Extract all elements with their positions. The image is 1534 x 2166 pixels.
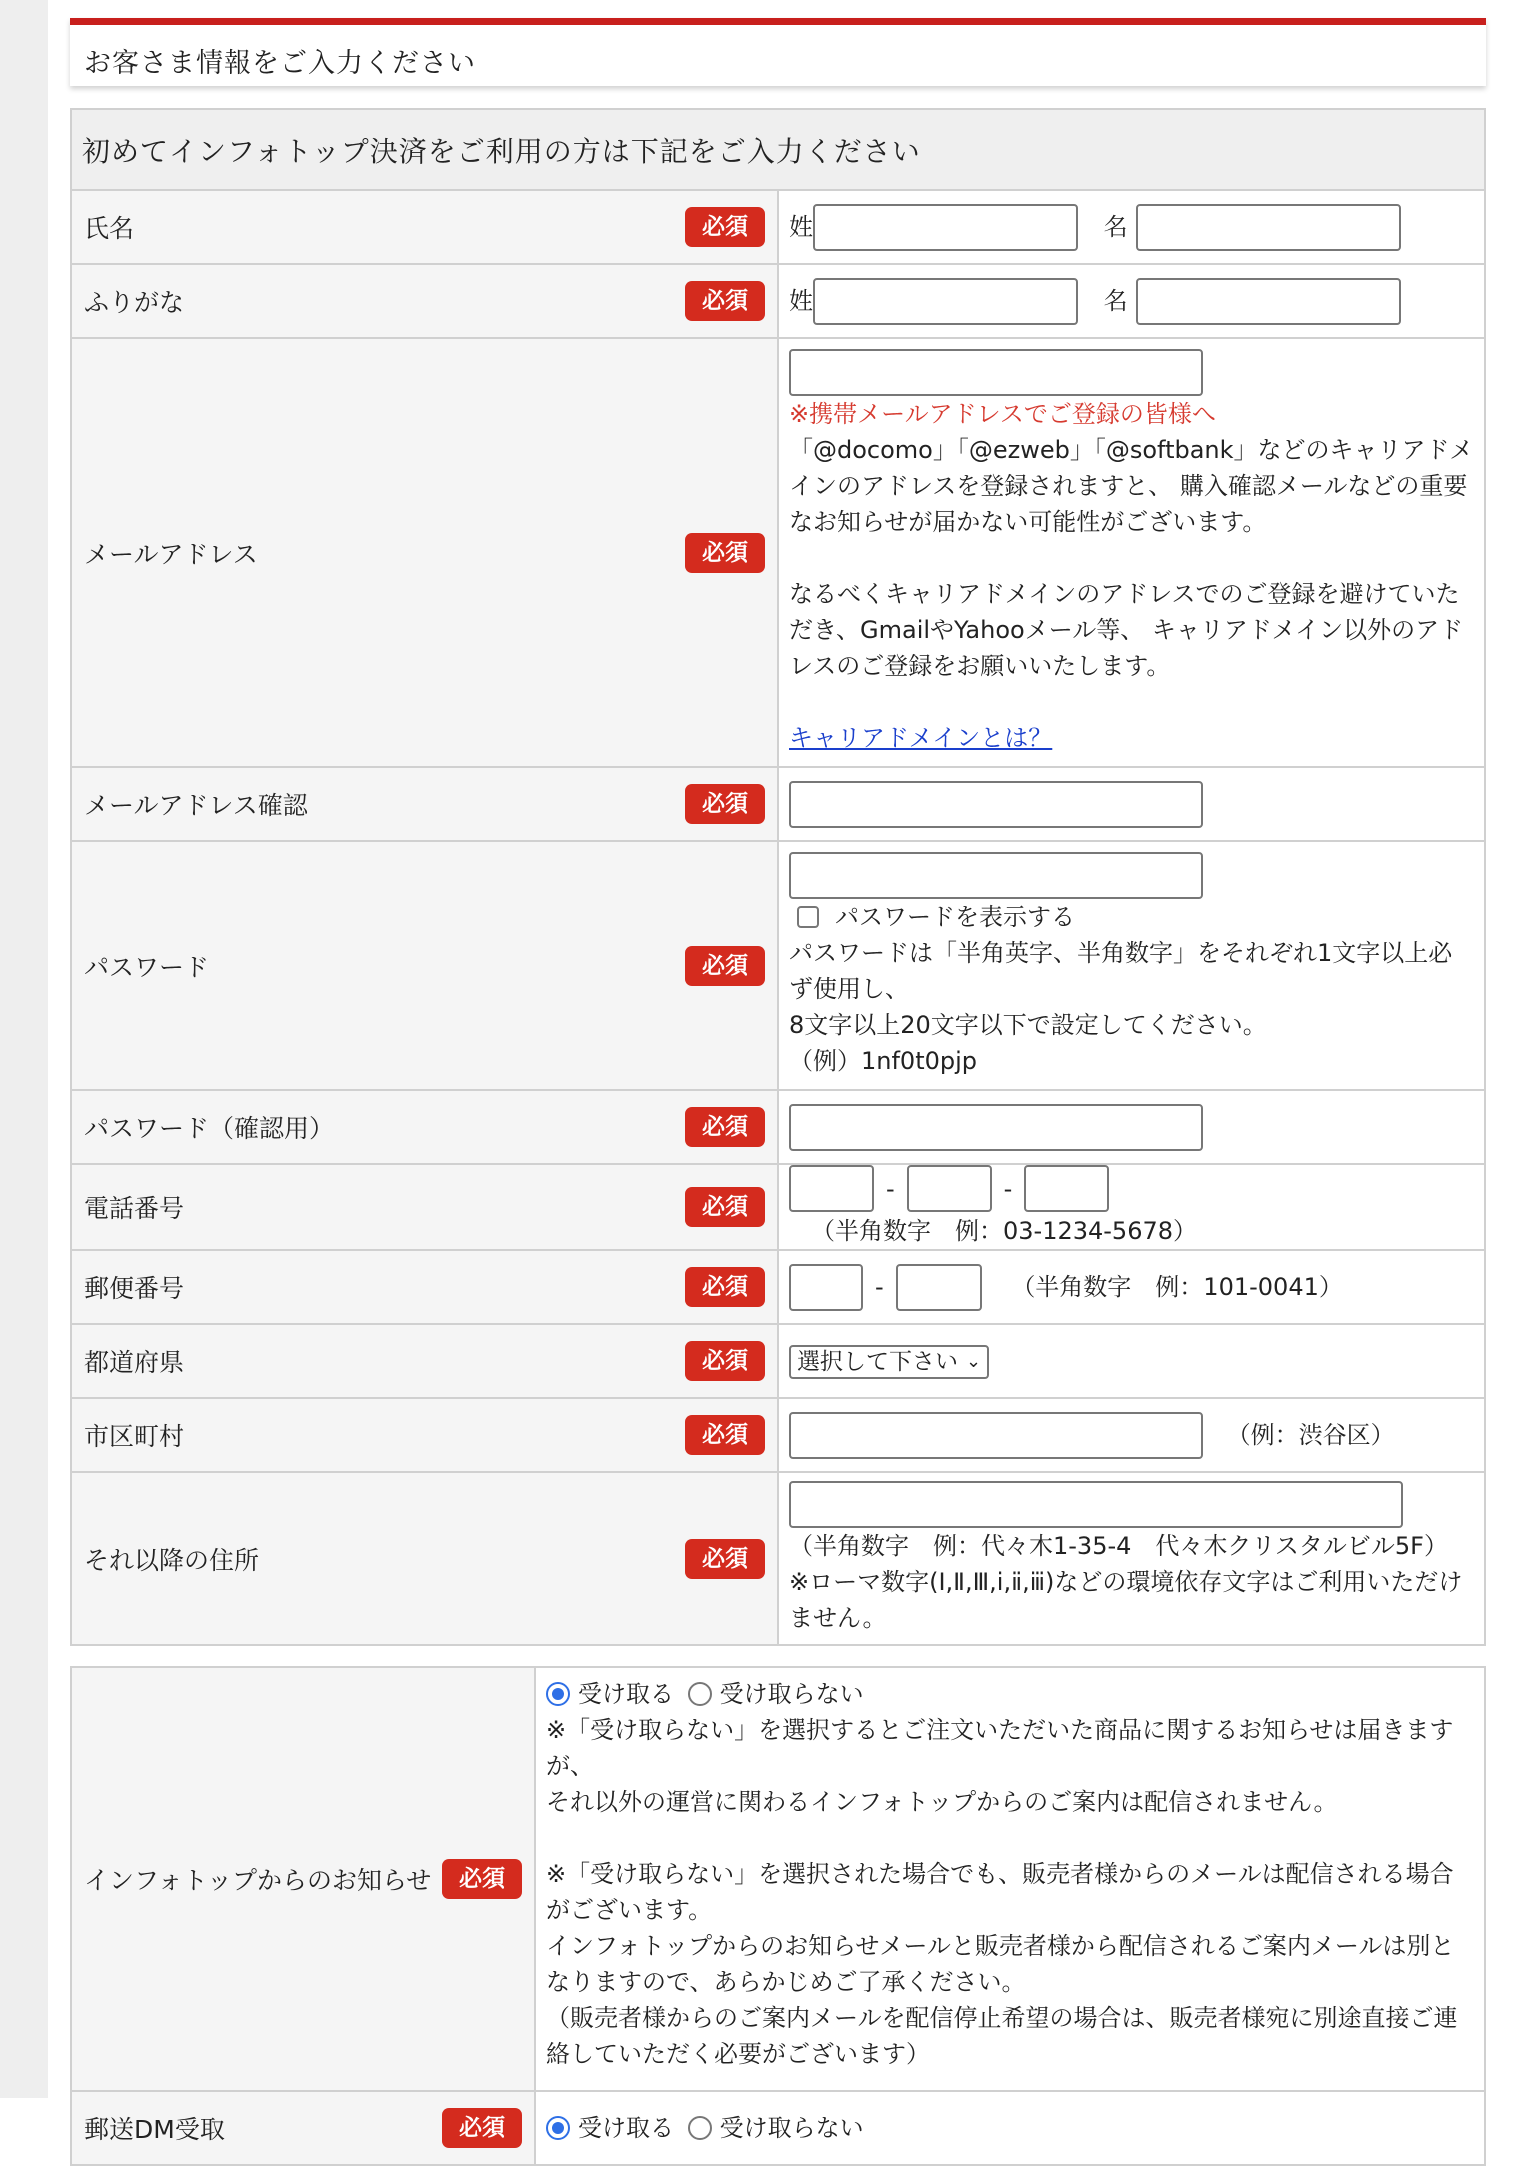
required-badge: 必須 bbox=[685, 1415, 765, 1455]
email-input[interactable] bbox=[789, 349, 1203, 396]
dash: - bbox=[875, 1273, 884, 1301]
row-address bbox=[71, 1472, 1485, 1645]
field-label: 電話番号 bbox=[84, 1194, 185, 1223]
password-example: （例）1nf0t0pjp bbox=[789, 1047, 978, 1075]
required-badge: 必須 bbox=[685, 1107, 765, 1147]
first-name-kana-input[interactable] bbox=[1136, 278, 1401, 325]
mei-label: 名 bbox=[1103, 213, 1128, 241]
field-label: パスワード（確認用） bbox=[84, 1114, 335, 1143]
newsletter-note-3: ※「受け取らない」を選択された場合でも、販売者様からのメールは配信される場合がございます。 bbox=[546, 1860, 1454, 1924]
field-label: パスワード bbox=[84, 952, 210, 982]
show-password-checkbox[interactable] bbox=[797, 906, 819, 928]
required-badge: 必須 bbox=[685, 533, 765, 573]
page bbox=[70, 0, 1486, 2166]
row-phone bbox=[71, 1164, 1485, 1250]
dm-no-radio[interactable] bbox=[688, 2116, 712, 2140]
address-input[interactable] bbox=[789, 1481, 1403, 1528]
last-name-kana-input[interactable] bbox=[813, 278, 1078, 325]
show-password-label: パスワードを表示する bbox=[835, 903, 1075, 931]
dm-yes-label: 受け取る bbox=[578, 2114, 674, 2142]
table-caption: 初めてインフォトップ決済をご利用の方は下記をご入力ください bbox=[71, 109, 1485, 190]
city-hint: （例：渋谷区） bbox=[1226, 1421, 1395, 1449]
section-title: お客さま情報をご入力ください bbox=[84, 48, 476, 79]
dash: - bbox=[1003, 1174, 1013, 1203]
first-name-input[interactable] bbox=[1136, 204, 1401, 251]
required-badge: 必須 bbox=[442, 1859, 522, 1899]
required-badge: 必須 bbox=[685, 1341, 765, 1381]
field-label: 郵送DM受取 bbox=[84, 2115, 225, 2144]
city-input[interactable] bbox=[789, 1412, 1203, 1459]
field-label: 氏名 bbox=[84, 214, 135, 243]
dash: - bbox=[886, 1174, 895, 1203]
newsletter-note-2: それ以外の運営に関わるインフォトップからのご案内は配信されません。 bbox=[546, 1788, 1338, 1816]
newsletter-note-5: （販売者様からのご案内メールを配信停止希望の場合は、販売者様宛に別途直接ご連絡していただく必要がございます） bbox=[546, 2004, 1458, 2068]
newsletter-note-4: インフォトップからのお知らせメールと販売者様から配信されるご案内メールは別となりますので、あらかじめご了承ください。 bbox=[546, 1932, 1455, 1996]
prefecture-selected-value: 選択して下さい bbox=[797, 1349, 958, 1375]
sei-label: 姓 bbox=[789, 213, 813, 241]
dm-yes-radio[interactable] bbox=[546, 2116, 570, 2140]
row-name bbox=[71, 190, 1485, 264]
field-label: 郵便番号 bbox=[84, 1274, 185, 1303]
phone-part-2-input[interactable] bbox=[907, 1165, 992, 1212]
required-badge: 必須 bbox=[685, 784, 765, 824]
left-margin-strip bbox=[0, 0, 48, 2098]
required-badge: 必須 bbox=[685, 1187, 765, 1227]
address-note: ※ローマ数字(Ⅰ,Ⅱ,Ⅲ,ⅰ,ⅱ,ⅲ)などの環境依存文字はご利用いただけません。 bbox=[789, 1568, 1463, 1632]
password-input[interactable] bbox=[789, 852, 1203, 899]
prefecture-select[interactable] bbox=[789, 1345, 989, 1379]
row-city bbox=[71, 1398, 1485, 1472]
address-hint: （半角数字 例：代々木1-35-4 代々木クリスタルビル5F） bbox=[789, 1532, 1448, 1560]
mei-label: 名 bbox=[1103, 287, 1128, 315]
dm-no-label: 受け取らない bbox=[719, 2114, 864, 2142]
row-dm bbox=[71, 2091, 1485, 2165]
row-email-confirm bbox=[71, 767, 1485, 841]
zip-part-1-input[interactable] bbox=[789, 1264, 863, 1311]
customer-info-table bbox=[70, 108, 1486, 1646]
label-cell bbox=[71, 190, 778, 264]
row-password bbox=[71, 841, 1485, 1090]
zip-part-2-input[interactable] bbox=[896, 1264, 982, 1311]
section-header bbox=[70, 18, 1486, 86]
phone-hint: （半角数字 例：03-1234-5678） bbox=[811, 1217, 1198, 1245]
field-label: それ以降の住所 bbox=[84, 1545, 260, 1575]
sei-label: 姓 bbox=[789, 287, 813, 315]
password-note-1: パスワードは「半角英字、半角数字」をそれぞれ1文字以上必ず使用し、 bbox=[789, 939, 1453, 1003]
field-label: 都道府県 bbox=[84, 1348, 185, 1377]
notification-table bbox=[70, 1666, 1486, 2166]
newsletter-yes-radio[interactable] bbox=[546, 1682, 570, 1706]
password-note-2: 8文字以上20文字以下で設定してください。 bbox=[789, 1011, 1267, 1039]
required-badge: 必須 bbox=[685, 946, 765, 986]
email-warning: ※携帯メールアドレスでご登録の皆様へ bbox=[789, 400, 1216, 428]
row-newsletter bbox=[71, 1667, 1485, 2091]
required-badge: 必須 bbox=[442, 2108, 522, 2148]
newsletter-note-1: ※「受け取らない」を選択するとご注文いただいた商品に関するお知らせは届きますが、 bbox=[546, 1716, 1454, 1780]
email-confirm-input[interactable] bbox=[789, 781, 1203, 828]
newsletter-yes-label: 受け取る bbox=[578, 1680, 674, 1708]
required-badge: 必須 bbox=[685, 1267, 765, 1307]
required-badge: 必須 bbox=[685, 207, 765, 247]
carrier-domain-link[interactable]: キャリアドメインとは？ bbox=[789, 724, 1053, 752]
zip-hint: （半角数字 例：101-0041） bbox=[1011, 1273, 1343, 1301]
row-zip bbox=[71, 1250, 1485, 1324]
required-badge: 必須 bbox=[685, 281, 765, 321]
email-note-2: なるべくキャリアドメインのアドレスでのご登録を避けていただき、GmailやYahooメール等、 キャリアドメイン以外のアドレスのご登録をお願いいたします。 bbox=[789, 580, 1464, 680]
field-label: 市区町村 bbox=[84, 1422, 185, 1451]
field-label: インフォトップからのお知らせ bbox=[84, 1866, 432, 1895]
row-furigana bbox=[71, 264, 1485, 338]
required-badge: 必須 bbox=[685, 1539, 765, 1579]
newsletter-no-radio[interactable] bbox=[688, 1682, 712, 1706]
field-label: メールアドレス bbox=[84, 539, 258, 569]
email-note-1: 「@docomo」「@ezweb」「@softbank」などのキャリアドメインのアドレスを登録されますと、 購入確認メールなどの重要なお知らせが届かない可能性がございます。 bbox=[789, 436, 1474, 536]
phone-part-1-input[interactable] bbox=[789, 1165, 874, 1212]
row-email bbox=[71, 338, 1485, 767]
field-label: ふりがな bbox=[84, 288, 185, 317]
row-password-confirm bbox=[71, 1090, 1485, 1164]
row-prefecture bbox=[71, 1324, 1485, 1398]
last-name-input[interactable] bbox=[813, 204, 1078, 251]
phone-part-3-input[interactable] bbox=[1024, 1165, 1109, 1212]
password-confirm-input[interactable] bbox=[789, 1104, 1203, 1151]
chevron-down-icon: ⌄ bbox=[966, 1351, 982, 1372]
field-label: メールアドレス確認 bbox=[84, 791, 308, 820]
newsletter-no-label: 受け取らない bbox=[719, 1680, 864, 1708]
